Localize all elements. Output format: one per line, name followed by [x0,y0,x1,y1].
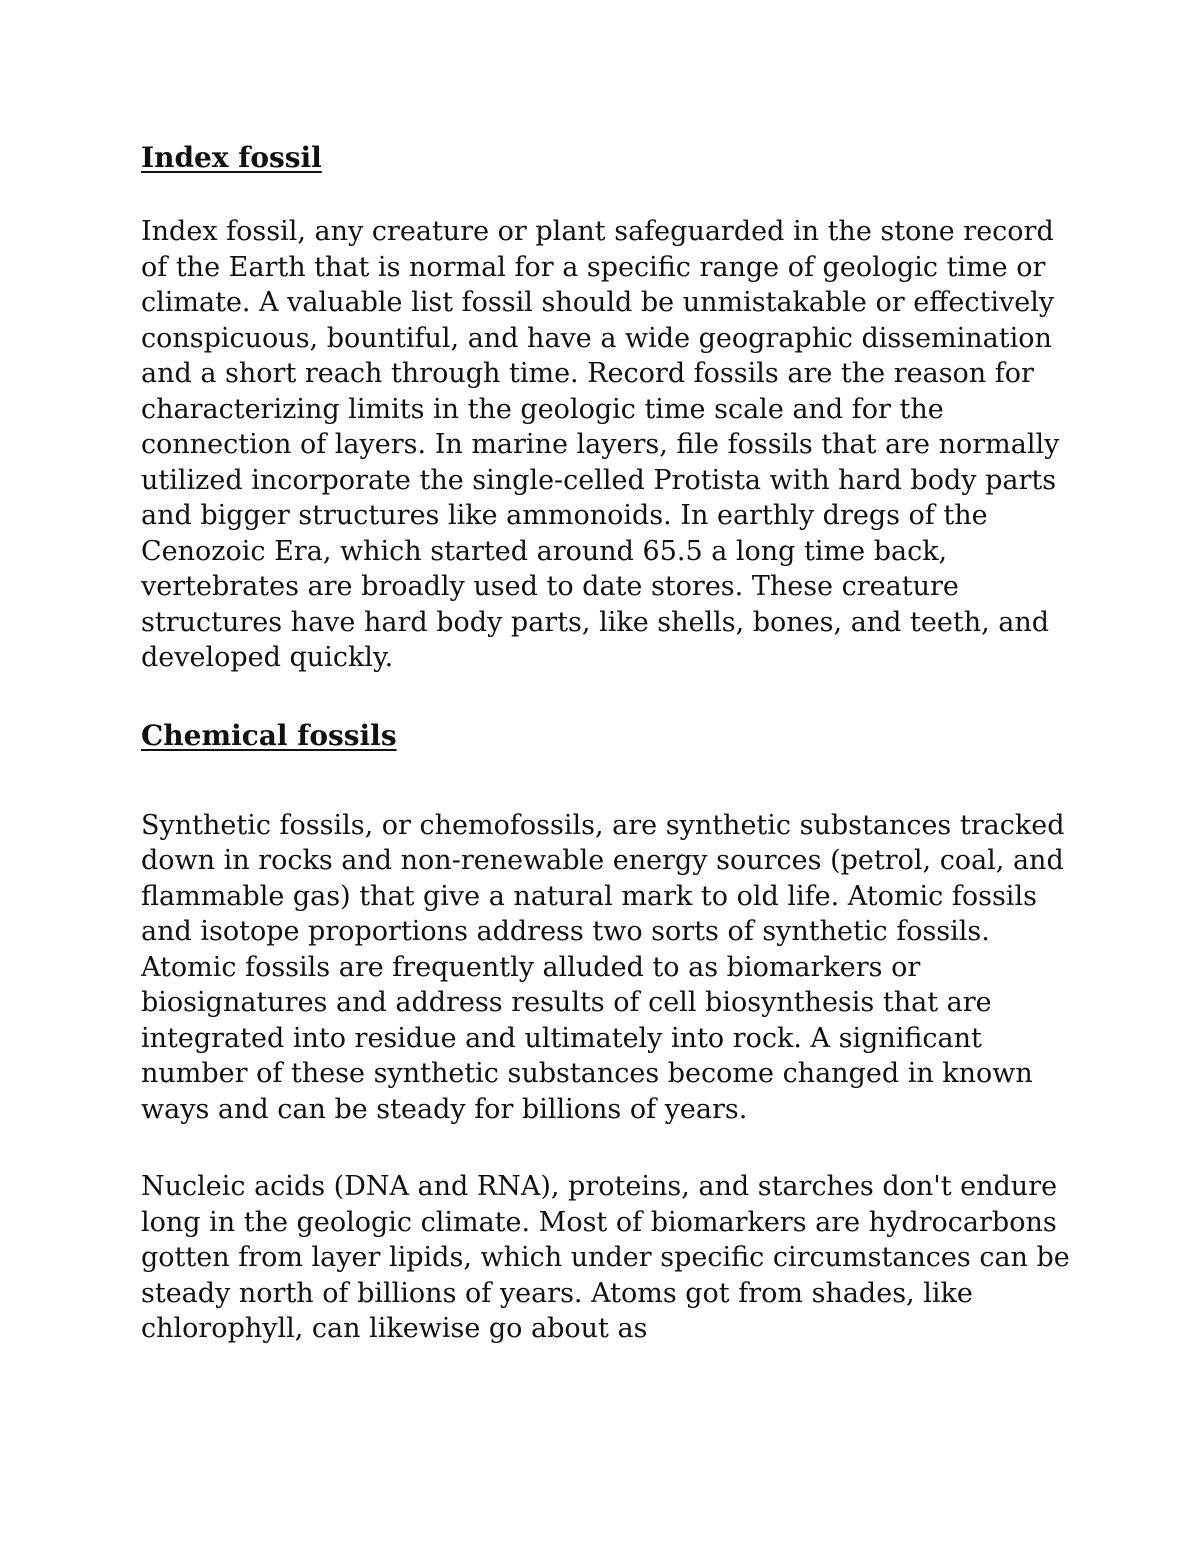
section-heading-chemical-fossils: Chemical fossils [141,718,397,752]
paragraph-chemical-fossils-3: Nucleic acids (DNA and RNA), proteins, and starches don't endure long in the geologic climate. Most of biomarkers are hydrocarbons gotten from layer lipids, which under specific circumstances can be steady north of billions of years. Atoms got from shades, like chlorophyll, can likewise go about as [141,1171,1070,1344]
paragraph-chemical-fossils-2: Atomic fossils are frequently alluded to as biomarkers or biosignatures and address results of cell biosynthesis that are integrated into residue and ultimately into rock. A significant number of these synthetic substances become changed in known ways and can be steady for billions of years. [141,951,1033,1125]
section-heading-index-fossil: Index fossil [141,141,322,174]
paragraph-index-fossil: Index fossil, any creature or plant safeguarded in the stone record of the Earth that is normal for a specific range of geologic time or climate. A valuable list fossil should be unmistakable or effectively conspicuous, bountiful, and have a wide geographic dissemination and a short reach through time. Record fossils are the reason for characterizing limits in the geologic time scale and for the connection of layers. In marine layers, file fossils that are normally utilized incorporate the single-celled Protista with hard body parts and bigger structures like ammonoids. In earthly dregs of the Cenozoic Era, which started around 65.5 a long time back, vertebrates are broadly used to date stores. These creature structures have hard body parts, like shells, bones, and teeth, and developed quickly. [141,216,1060,673]
paragraph-chemical-fossils-1: Synthetic fossils, or chemofossils, are synthetic substances tracked down in rocks and non-renewable energy sources (petrol, coal, and flammable gas) that give a natural mark to old life. Atomic fossils and isotope proportions address two sorts of synthetic fossils. [141,809,1065,947]
document-body [141,138,1071,1347]
